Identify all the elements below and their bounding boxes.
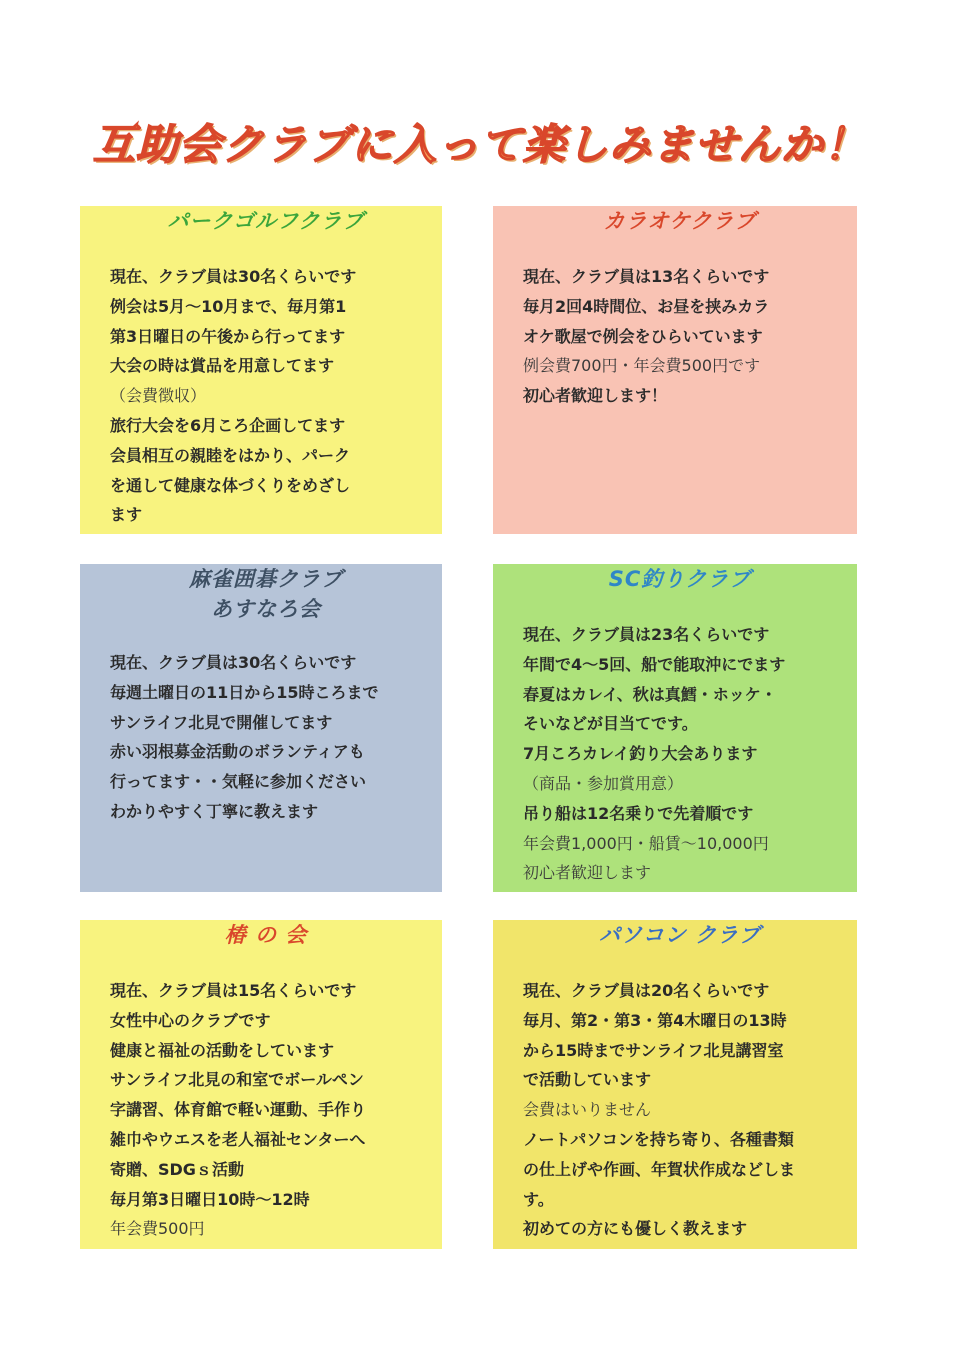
description-line: 年会費500円 [110, 1219, 205, 1239]
description-line: 現在、クラブ員は23名くらいです [523, 625, 770, 644]
description-line: 春夏はカレイ、秋は真鱈・ホッケ・ [523, 684, 777, 704]
description-line: 女性中心のクラブです [110, 1010, 271, 1030]
club-description [110, 976, 422, 1244]
description-line: 現在、クラブ員は20名くらいです [523, 981, 770, 1000]
description-line: 毎月、第2・第3・第4木曜日の13時 [523, 1010, 787, 1030]
description-line: 7月ころカレイ釣り大会あります [523, 744, 758, 764]
description-line: 年会費1,000円・船賃～10,000円 [523, 833, 769, 853]
description-line: わかりやすく丁寧に教えます [110, 801, 319, 821]
description-line: 毎月2回4時間位、お昼を挟みカラ [523, 296, 770, 316]
description-line: 健康と福祉の活動をしています [110, 1040, 335, 1060]
description-line: 会員相互の親睦をはかり、パーク [110, 445, 351, 465]
description-line: 現在、クラブ員は30名くらいです [110, 653, 357, 672]
description-line: 寄贈、SDGｓ活動 [110, 1159, 244, 1179]
description-line: サンライフ北見で開催してます [110, 712, 333, 732]
club-description [523, 620, 837, 888]
description-line: 初心者歓迎します [523, 863, 652, 883]
club-card-park-golf [80, 206, 442, 534]
description-line: 会費はいりません [523, 1100, 652, 1120]
description-line: 雑巾やウエスを老人福祉センターへ [110, 1129, 366, 1149]
description-line: 吊り船は12名乗りで先着順です [523, 803, 754, 823]
description-line: で活動しています [523, 1070, 652, 1090]
club-description [110, 262, 422, 530]
description-line: 大会の時は賞品を用意してます [110, 356, 335, 376]
description-line: 例会は5月～10月まで、毎月第1 [110, 296, 347, 316]
description-line: 行ってます・・気軽に参加ください [110, 772, 367, 792]
description-line: 第3日曜日の午後から行ってます [110, 326, 346, 346]
description-line: 初心者歓迎します！ [523, 386, 668, 406]
club-description [523, 262, 837, 411]
club-card-karaoke [493, 206, 857, 534]
description-line: サンライフ北見の和室でボールペン [110, 1070, 364, 1090]
description-line: ノートパソコンを持ち寄り、各種書類 [523, 1129, 794, 1149]
description-line: 例会費700円・年会費500円です [523, 356, 761, 376]
description-line: 初めての方にも優しく教えます [523, 1219, 748, 1239]
club-description [110, 648, 422, 827]
description-line: の仕上げや作画、年賀状作成などしま [523, 1159, 796, 1179]
club-title: 麻雀囲碁クラブ [189, 567, 343, 591]
page-title: 互助会クラブに入って楽しみませんか！ [92, 120, 867, 169]
club-card-pc [493, 920, 857, 1249]
description-line: 現在、クラブ員は13名くらいです [523, 267, 770, 286]
description-line: オケ歌屋で例会をひらいています [523, 326, 763, 346]
description-line: そいなどが目当てです。 [523, 714, 698, 734]
club-card-mahjong-go [80, 564, 442, 892]
description-line: から15時までサンライフ北見講習室 [523, 1040, 784, 1060]
description-line: 毎月第3日曜日10時～12時 [110, 1189, 310, 1209]
club-title: 椿 の 会 [224, 923, 308, 947]
description-line: （商品・参加賞用意） [523, 773, 684, 793]
club-title: カラオケクラブ [603, 209, 757, 233]
description-line: す。 [523, 1189, 554, 1209]
description-line: ます [110, 505, 143, 525]
description-line: 字講習、体育館で軽い運動、手作り [110, 1100, 367, 1120]
description-line: 現在、クラブ員は15名くらいです [110, 981, 357, 1000]
club-description [523, 976, 837, 1244]
description-line: （会費徴収） [110, 386, 207, 406]
club-title: SC釣りクラブ [608, 567, 752, 591]
club-card-fishing [493, 564, 857, 892]
description-line: 現在、クラブ員は30名くらいです [110, 267, 357, 286]
description-line: 年間で4～5回、船で能取沖にでます [523, 654, 786, 674]
description-line: を通して健康な体づくりをめざし [110, 475, 351, 495]
club-title: パソコン クラブ [599, 923, 761, 947]
club-subtitle: あすなろ会 [211, 597, 321, 621]
description-line: 赤い羽根募金活動のボランティアも [110, 742, 365, 762]
description-line: 旅行大会を6月ころ企画してます [110, 415, 346, 435]
description-line: 毎週土曜日の11日から15時ころまで [110, 682, 379, 702]
club-title: パークゴルフクラブ [167, 209, 365, 233]
club-card-tsubaki [80, 920, 442, 1249]
